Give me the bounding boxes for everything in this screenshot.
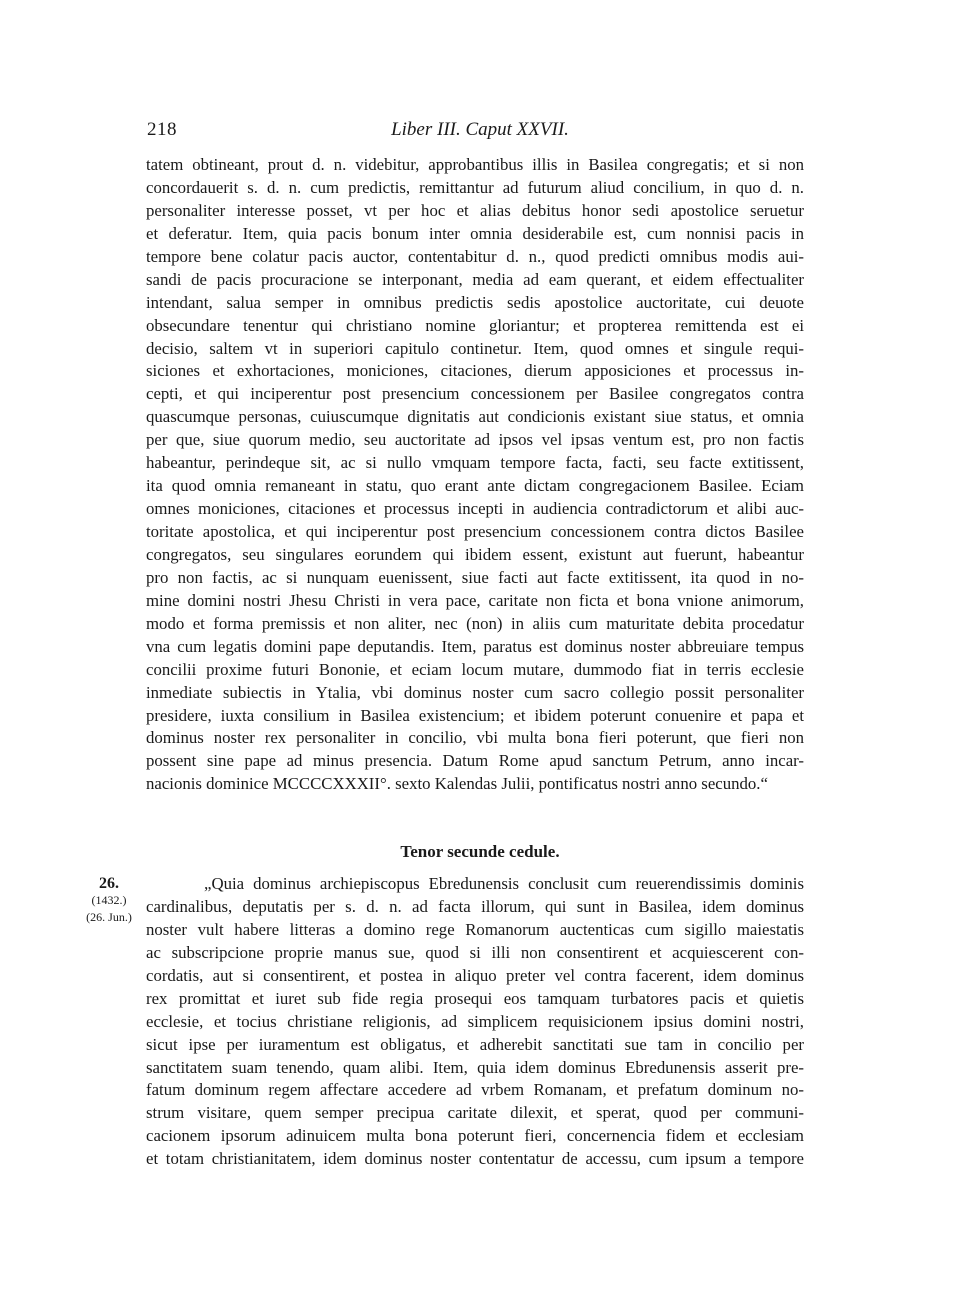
paragraph-2 — [146, 873, 804, 1171]
running-title: Liber III. Caput XXVII. — [391, 119, 569, 140]
paragraph-1 — [146, 154, 804, 796]
text-line: concordauerit s. d. n. cum predictis, remittantur ad futurum aliud concilium, in quo d. n. — [146, 177, 804, 197]
text-line: sanctitatem suam tenendo, quam alibi. Item, quia idem dominus Ebredunensis asserit pre- — [146, 1057, 804, 1077]
page-number: 218 — [147, 119, 177, 140]
text-line: decisio, saltem vt in superiori capitulo continetur. Item, quod omnes et singule requi- — [146, 338, 804, 358]
text-line: sicut ipse per iuramentum est obligatus, et adherebit sanctitati sue tam in concilio per — [146, 1034, 804, 1054]
text-line: presidere, iuxta consilium in Basilea existencium; et ibidem poterunt conuenire et papa et — [146, 705, 804, 725]
text-line: siciones et exhortaciones, moniciones, citaciones, dierum apposiciones et processus in- — [146, 361, 804, 381]
margin-note-year: (1432.) — [91, 893, 127, 907]
text-line: cepti, et qui inciperentur post presencium concessionem per Basilee congregatos contra — [146, 384, 804, 404]
text-line: ecclesie, et tocius christiane religionis, ad simplicem requisicionem ipsius domini nostri, — [146, 1011, 804, 1031]
text-line: noster vult habere litteras a domino rege Romanorum auctenticas cum sigillo maiestatis — [146, 919, 804, 939]
text-line: ac subscripcione proprie manus sue, quod si illi non consentirent et acquiescerent con- — [146, 942, 804, 962]
text-line: habeantur, perindeque sit, ac si nullo vmquam tempore facta, facti, seu facte extitissent, — [146, 453, 804, 473]
margin-note-number: 26. — [99, 875, 119, 892]
text-line: cardinalibus, deputatis per s. d. n. ad facta illorum, qui sunt in Basilea, idem dominus — [146, 896, 804, 916]
text-line: possent sine pape ad minus presencia. Datum Rome apud sanctum Petrum, anno incar- — [146, 751, 804, 771]
text-line: strum visitare, quem semper precipua caritate dilexit, et sperat, quod per communi- — [146, 1103, 804, 1123]
text-line: cacionem ipsorum adinuicem multa bona poterunt fieri, concernencia fidem et ecclesiam — [146, 1126, 804, 1146]
text-line: personaliter interesse posset, vt per hoc et alias debitus honor sedi apostolice seruetur — [146, 200, 804, 220]
text-line: modo et forma premissis et non aliter, nec (non) in aliis cum maturitate debita procedatur — [146, 613, 804, 633]
text-line: toritate apostolica, et qui inciperentur post presencium concessionem contra dictos Basilee — [146, 522, 804, 541]
text-line: tempore bene colatur pacis auctor, contentabitur d. n., quod predicti omnibus modis aui- — [146, 246, 804, 266]
text-line: quascumque personas, cuiuscumque dignitatis aut condicionis existant siue status, et omnia — [146, 407, 804, 427]
text-line: obsecundare tenentur qui christiano nomine gloriantur; et propterea remittenda est ei — [146, 315, 804, 335]
margin-note-date: (26. Jun.) — [86, 910, 132, 924]
text-line: rex promittat et iuret sub fide regia prosequi eos tamquam turbatores pacis et quietis — [146, 988, 804, 1008]
text-line: sandi de pacis procuracione se interponant, media ad eam querant, et eidem effectualiter — [146, 269, 804, 289]
margin-note — [80, 875, 138, 926]
text-line: omnes moniciones, citaciones et processus incepti in audiencia contradictorum et alibi auc- — [146, 499, 804, 519]
text-line: vna cum legatis domini pape deputandis. Item, paratus est dominus noster abbreuiare tempus — [146, 636, 804, 656]
text-line: ita quod omnia remaneant in statu, quo erant ante dictam congregacionem Basilee. Eciam — [146, 476, 804, 496]
text-line: mine domini nostri Jhesu Christi in vera pace, caritate non ficta et bona vnione animorum, — [146, 590, 804, 610]
text-line: intendant, salua semper in omnibus predictis sedis apostolice auctoritate, cui deuote — [146, 292, 804, 312]
text-line: cordatis, aut si consentirent, et postea in aliquo preter vel contra facerent, idem dominus — [146, 965, 804, 985]
text-line: et deferatur. Item, quia pacis bonum inter omnia desiderabile est, cum nonnisi pacis in — [146, 223, 804, 243]
section-heading: Tenor secunde cedule. — [400, 842, 560, 861]
text-line: „Quia dominus archiepiscopus Ebredunensis conclusit cum reuerendissimis dominis — [204, 874, 804, 893]
text-line: concilii proxime futuri Bononie, et eciam locum mutare, dummodo fiat in terris ecclesie — [146, 659, 804, 679]
text-line: dominus noster rex personaliter in concilio, vbi multa bona fieri poterunt, que fieri non — [146, 728, 804, 748]
text-line: per que, siue quorum medio, seu auctoritate ad ipsos vel ipsas ventum est, pro non factis — [146, 430, 804, 450]
text-line: congregatos, seu singulares eorundem qui ibidem essent, existunt aut fuerunt, habeantur — [146, 544, 804, 564]
text-line: pro non factis, ac si nunquam euenissent, siue facti aut facte extitissent, ita quod in no- — [146, 567, 804, 587]
text-line: nacionis dominice MCCCCXXXII°. sexto Kalendas Julii, pontificatus nostri anno secundo.“ — [146, 774, 768, 794]
text-line: tatem obtineant, prout d. n. videbitur, approbantibus illis in Basilea congregatis; et si non — [146, 155, 804, 174]
text-line: et totam christianitatem, idem dominus noster contentatur de accessu, cum ipsum a tempore — [146, 1149, 804, 1169]
text-line: fatum dominum regem affectare accedere ad vrbem Romanam, et prefatum dominum no- — [146, 1080, 804, 1100]
text-line: inmediate subiectis in Ytalia, vbi dominus noster cum sacro collegio possit personaliter — [146, 682, 804, 702]
